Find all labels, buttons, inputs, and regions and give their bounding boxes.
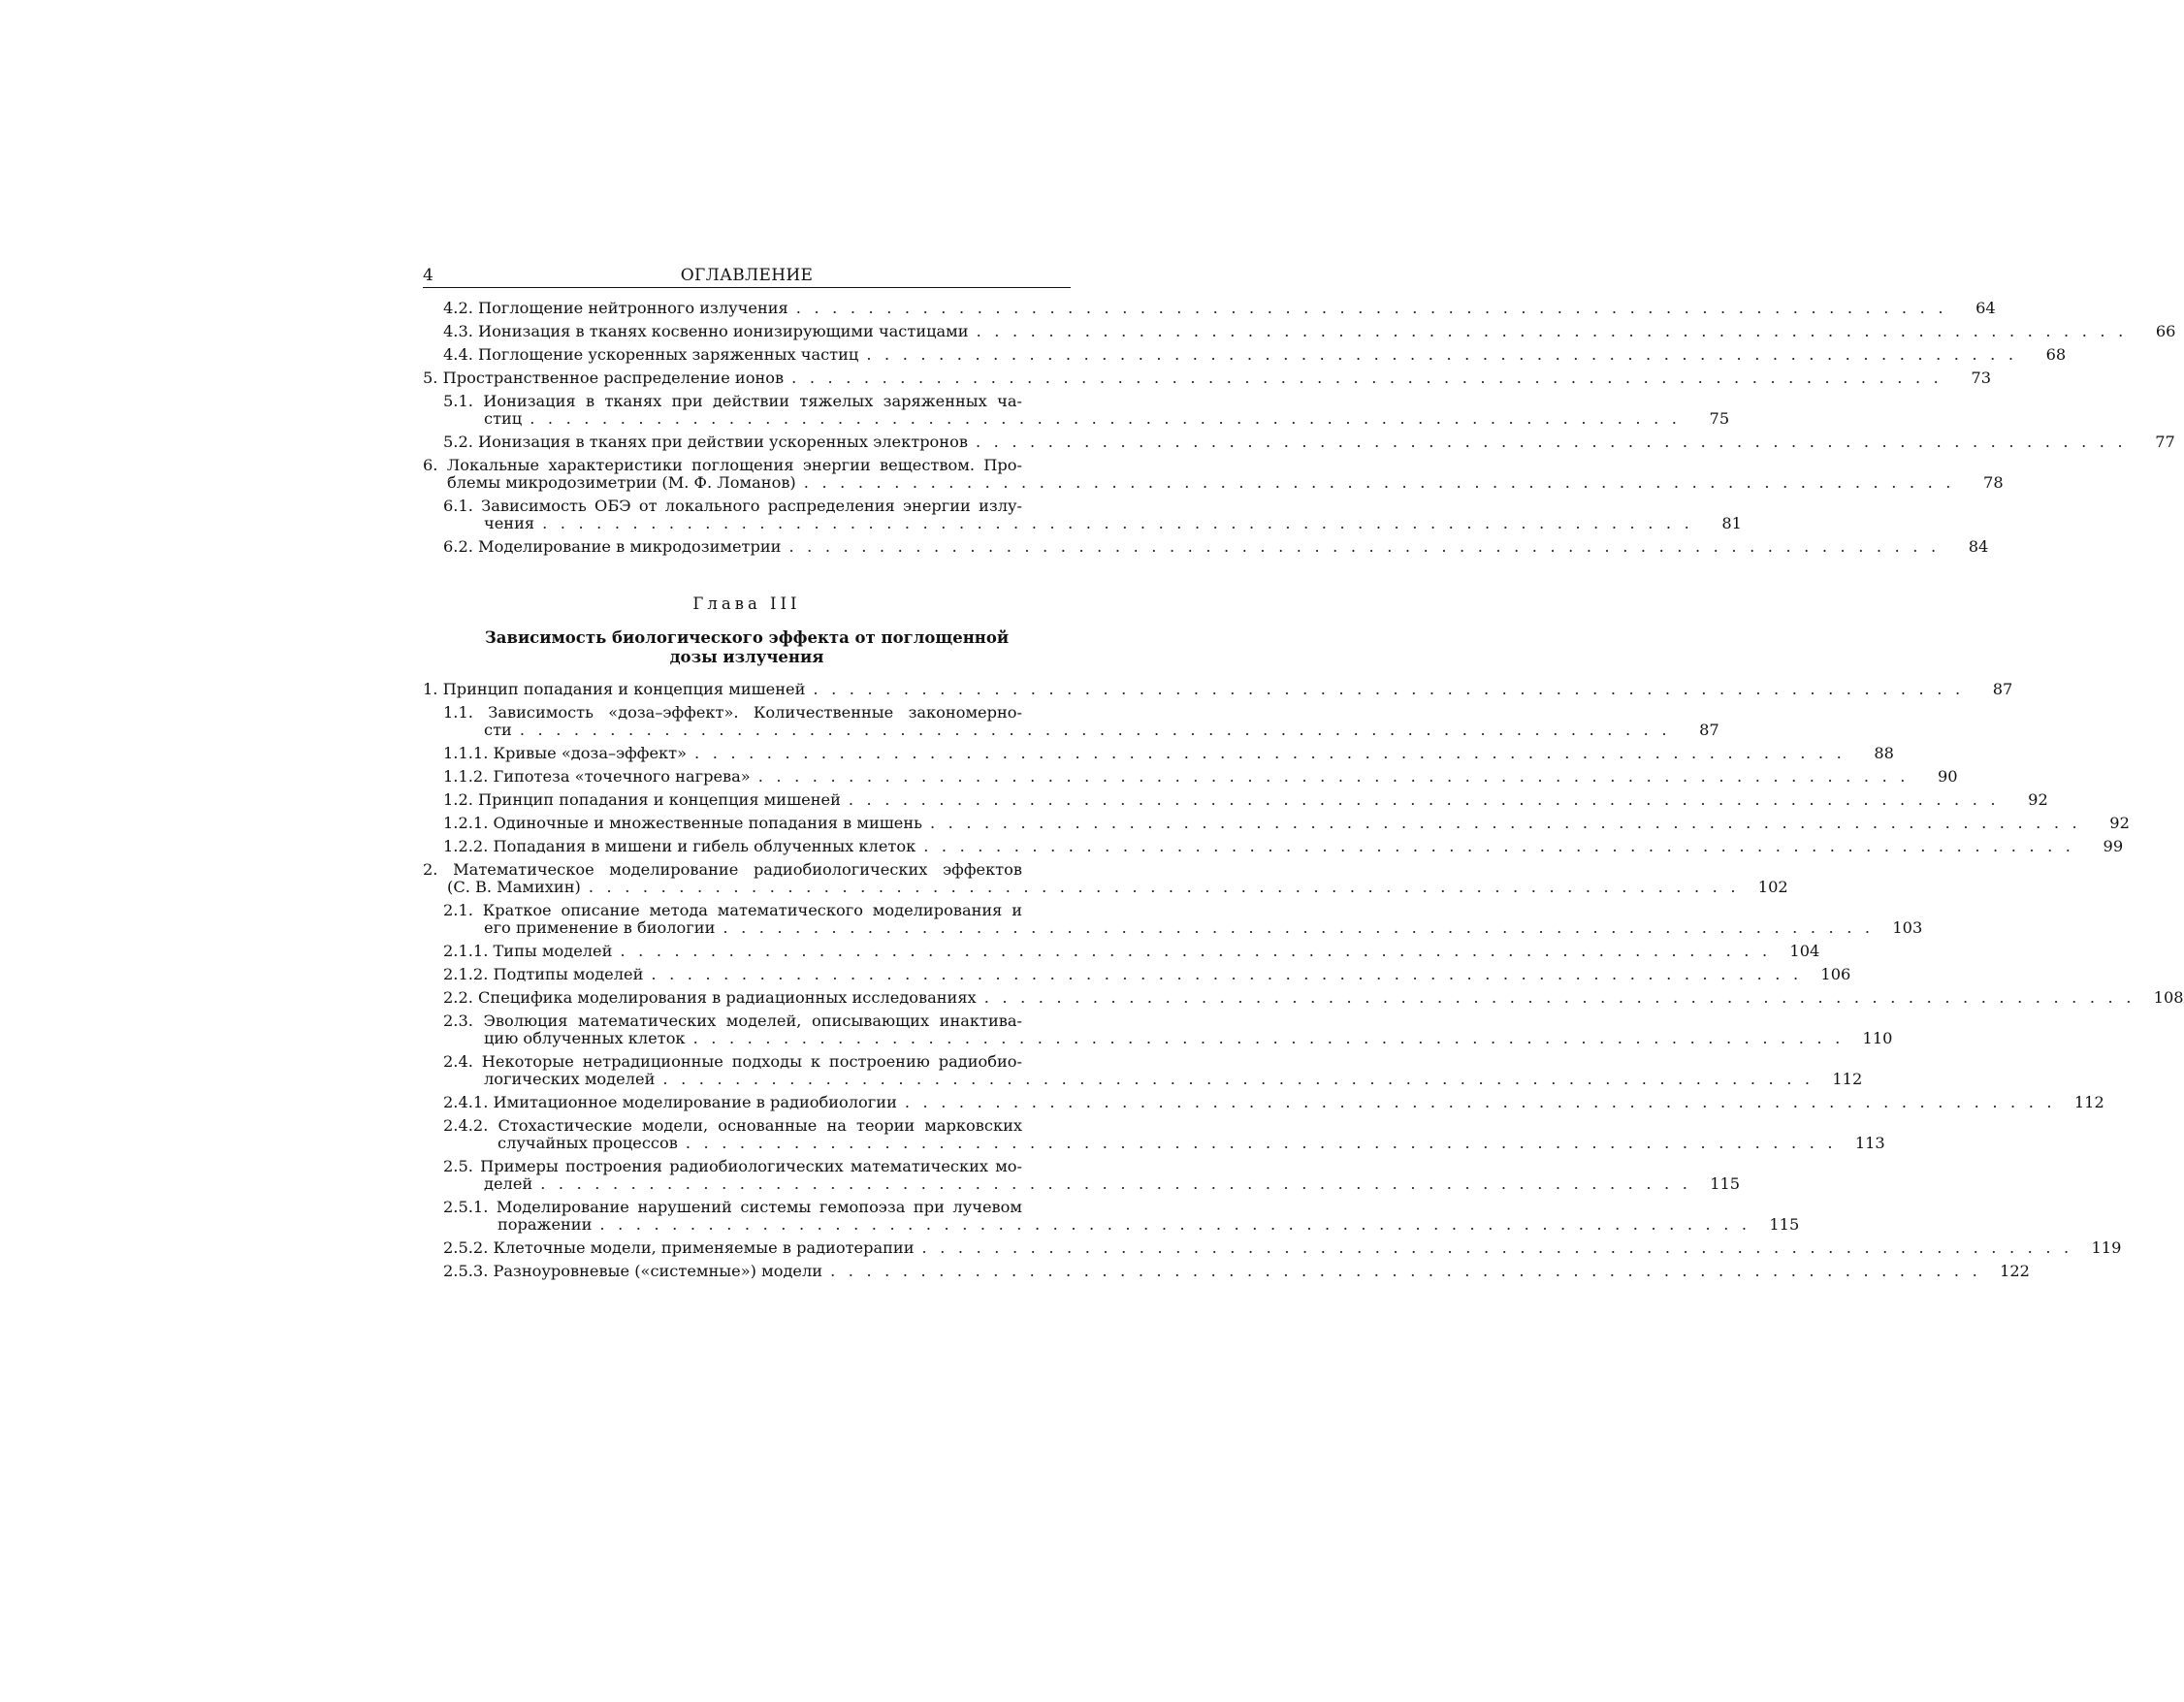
- toc-entry-page: 66: [2155, 322, 2176, 340]
- toc-entry-title: Подтипы моделей: [493, 965, 644, 983]
- toc-entry-number: 5.1.: [443, 392, 484, 410]
- dot-leader: . . . . . . . . . . . . . . . . . . . . . . . . . . . . . . . . . . . . . . . . . . . . . . . . . . . . . . . . . . . . . . . .: [540, 1174, 1692, 1193]
- dot-leader: . . . . . . . . . . . . . . . . . . . . . . . . . . . . . . . . . . . . . . . . . . . . . . . . . . . . . . . . . . . . . . . .: [685, 1134, 1837, 1152]
- toc-entry-page: 119: [2091, 1238, 2122, 1257]
- toc-entry-number: 2.5.2.: [443, 1238, 494, 1257]
- toc-entry-line: [423, 988, 2184, 1007]
- toc-entry-page: 87: [1992, 680, 2013, 698]
- toc-entry-title: Зависимость ОБЭ от локального распределения энергии излу-: [481, 497, 1022, 515]
- chapter-title: [423, 628, 1071, 667]
- toc-entry-page: 64: [1975, 299, 1996, 317]
- toc-entry-line: [423, 721, 1719, 739]
- dot-leader: . . . . . . . . . . . . . . . . . . . . . . . . . . . . . . . . . . . . . . . . . . . . . . . . . . . . . . . . . . . . . . . .: [692, 1029, 1845, 1047]
- toc-entry-line: [423, 369, 1992, 387]
- toc-entry: [423, 1157, 1741, 1193]
- toc-entry-title: чения: [484, 514, 535, 532]
- toc-entry: [423, 456, 2004, 492]
- toc-entry: [423, 965, 1851, 983]
- toc-entry-number: 6.: [423, 456, 447, 474]
- dot-leader: . . . . . . . . . . . . . . . . . . . . . . . . . . . . . . . . . . . . . . . . . . . . . . . . . . . . . . . . . . . . . . . .: [983, 988, 2136, 1007]
- toc-entry-line: [423, 345, 2067, 364]
- chapter-title-line-2: дозы излучения: [669, 648, 824, 666]
- toc-entry-page: 104: [1789, 942, 1820, 960]
- dot-leader: . . . . . . . . . . . . . . . . . . . . . . . . . . . . . . . . . . . . . . . . . . . . . . . . . . . . . . . . . . . . . . . .: [723, 918, 1875, 937]
- toc-entry-page: 92: [2109, 814, 2130, 832]
- toc-entry: [423, 537, 1989, 556]
- toc-entry: [423, 790, 2048, 809]
- toc-entry-page: 103: [1892, 918, 1923, 937]
- toc-entry-line: [423, 837, 2124, 855]
- dot-leader: . . . . . . . . . . . . . . . . . . . . . . . . . . . . . . . . . . . . . . . . . . . . . . . . . . . . . . . . . . . . . . . .: [975, 433, 2127, 451]
- toc-entry-page: 122: [2000, 1262, 2030, 1280]
- toc-entry-page: 77: [2155, 433, 2175, 451]
- toc-entry-number: 2.5.: [443, 1157, 481, 1175]
- dot-leader: . . . . . . . . . . . . . . . . . . . . . . . . . . . . . . . . . . . . . . . . . . . . . . . . . . . . . . . . . . . . . . . .: [866, 345, 2018, 364]
- toc-entry-title: Поглощение нейтронного излучения: [478, 299, 788, 317]
- toc-entry-title: поражении: [498, 1215, 593, 1234]
- toc-entry: [423, 1093, 2104, 1111]
- dot-leader: . . . . . . . . . . . . . . . . . . . . . . . . . . . . . . . . . . . . . . . . . . . . . . . . . . . . . . . . . . . . . . . .: [921, 1238, 2073, 1257]
- toc-entry-number: 5.2.: [443, 433, 479, 451]
- toc-entry-number: 1.2.: [443, 790, 479, 809]
- toc-entry: [423, 433, 2175, 451]
- toc-entry-title: цию облученных клеток: [484, 1029, 686, 1047]
- toc-entry-number: 1.1.2.: [443, 767, 494, 786]
- toc-entry: [423, 814, 2130, 832]
- toc-entry-line: [423, 409, 1730, 428]
- toc-entry-line: [423, 1093, 2104, 1111]
- dot-leader: . . . . . . . . . . . . . . . . . . . . . . . . . . . . . . . . . . . . . . . . . . . . . . . . . . . . . . . . . . . . . . . .: [651, 965, 1803, 983]
- toc-entry-line: [423, 1117, 1071, 1135]
- toc-entry-number: 6.1.: [443, 497, 482, 515]
- toc-entry: [423, 1116, 1885, 1152]
- chapter-title-line-1: Зависимость биологического эффекта от поглощенной: [484, 628, 1010, 647]
- toc-entry-line: [423, 1262, 2030, 1280]
- toc-entry-title: Типы моделей: [493, 942, 613, 960]
- toc-entry-line: [423, 942, 1820, 960]
- toc-entry: [423, 322, 2176, 340]
- toc-entry-title: Ионизация в тканях при действии тяжелых заряженных ча-: [483, 392, 1022, 410]
- toc-entry-title: Принцип попадания и концепция мишеней: [478, 790, 841, 809]
- document-page: [423, 260, 2184, 1280]
- dot-leader: . . . . . . . . . . . . . . . . . . . . . . . . . . . . . . . . . . . . . . . . . . . . . . . . . . . . . . . . . . . . . . . .: [588, 878, 1740, 896]
- toc-entry-title: Пространственное распределение ионов: [442, 369, 785, 387]
- toc-entry-title: Гипотеза «точечного нагрева»: [493, 767, 751, 786]
- toc-entry-number: 1.1.: [443, 703, 489, 722]
- toc-entry-page: 92: [2028, 790, 2048, 809]
- toc-entry-title: Поглощение ускоренных заряженных частиц: [478, 345, 859, 364]
- toc-entry-line: [423, 299, 1996, 317]
- toc-entry-page: 68: [2045, 345, 2067, 364]
- toc-entry-title: Краткое описание метода математического моделирования и: [482, 901, 1022, 919]
- toc-entry-title: Одиночные и множественные попадания в мишень: [493, 814, 922, 832]
- toc-entry-page: 75: [1709, 409, 1730, 428]
- toc-entry-title: Стохастические модели, основанные на теории марковских: [498, 1116, 1022, 1135]
- toc-entry-page: 108: [2153, 988, 2184, 1007]
- toc-entry-title: стиц: [484, 409, 523, 428]
- toc-entry-title: блемы микродозиметрии (М. Ф. Ломанов): [447, 473, 796, 492]
- toc-entry: [423, 1052, 1863, 1088]
- toc-entry-line: [423, 1134, 1885, 1152]
- toc-entry-page: 106: [1820, 965, 1851, 983]
- toc-entry-line: [423, 1012, 1071, 1030]
- toc-entry-line: [423, 918, 1923, 937]
- dot-leader: . . . . . . . . . . . . . . . . . . . . . . . . . . . . . . . . . . . . . . . . . . . . . . . . . . . . . . . . . . . . . . . .: [923, 837, 2075, 855]
- dot-leader: . . . . . . . . . . . . . . . . . . . . . . . . . . . . . . . . . . . . . . . . . . . . . . . . . . . . . . . . . . . . . . . .: [788, 537, 1941, 556]
- toc-entry-line: [423, 1199, 1071, 1216]
- toc-entry-line: [423, 861, 1071, 879]
- dot-leader: . . . . . . . . . . . . . . . . . . . . . . . . . . . . . . . . . . . . . . . . . . . . . . . . . . . . . . . . . . . . . . . .: [757, 767, 1910, 786]
- toc-entry: [423, 1262, 2030, 1280]
- toc-entry-title: Имитационное моделирование в радиобиологии: [493, 1093, 897, 1111]
- toc-entry-number: 1.1.1.: [443, 744, 494, 762]
- toc-entry-line: [423, 965, 1851, 983]
- toc-entry-title: Разноуровневые («системные») модели: [493, 1262, 823, 1280]
- toc-entry-line: [423, 902, 1071, 919]
- toc-entry-title: его применение в биологии: [484, 918, 716, 937]
- toc-entry-title: Локальные характеристики поглощения энергии веществом. Про-: [446, 456, 1022, 474]
- toc-section-continued: [423, 299, 2176, 556]
- toc-entry-number: 2.2.: [443, 988, 479, 1007]
- toc-entry-line: [423, 1070, 1863, 1088]
- toc-entry: [423, 767, 1958, 786]
- dot-leader: . . . . . . . . . . . . . . . . . . . . . . . . . . . . . . . . . . . . . . . . . . . . . . . . . . . . . . . . . . . . . . . .: [929, 814, 2081, 832]
- toc-entry-line: [423, 1215, 1800, 1234]
- page-number: 4: [423, 266, 434, 285]
- toc-entry-page: 112: [2073, 1093, 2104, 1111]
- toc-entry-number: 2.4.1.: [443, 1093, 494, 1111]
- toc-entry-line: [423, 1174, 1741, 1193]
- toc-entry-line: [423, 498, 1071, 515]
- dot-leader: . . . . . . . . . . . . . . . . . . . . . . . . . . . . . . . . . . . . . . . . . . . . . . . . . . . . . . . . . . . . . . . .: [795, 299, 1947, 317]
- toc-entry-title: логических моделей: [484, 1070, 656, 1088]
- toc-entry-line: [423, 1029, 1893, 1047]
- toc-section-chapter-3: [423, 680, 2184, 1280]
- toc-entry-line: [423, 1053, 1071, 1071]
- toc-entry-title: Зависимость «доза–эффект». Количественные закономерно-: [488, 703, 1022, 722]
- dot-leader: . . . . . . . . . . . . . . . . . . . . . . . . . . . . . . . . . . . . . . . . . . . . . . . . . . . . . . . . . . . . . . . .: [662, 1070, 1815, 1088]
- toc-entry: [423, 345, 2067, 364]
- toc-entry: [423, 680, 2013, 698]
- dot-leader: . . . . . . . . . . . . . . . . . . . . . . . . . . . . . . . . . . . . . . . . . . . . . . . . . . . . . . . . . . . . . . . .: [813, 680, 1965, 698]
- toc-entry-page: 90: [1938, 767, 1958, 786]
- toc-entry-page: 73: [1971, 369, 1992, 387]
- toc-entry: [423, 744, 1894, 762]
- dot-leader: . . . . . . . . . . . . . . . . . . . . . . . . . . . . . . . . . . . . . . . . . . . . . . . . . . . . . . . . . . . . . . . .: [599, 1215, 1751, 1234]
- toc-entry-page: 81: [1721, 514, 1742, 532]
- running-head: [423, 260, 1071, 288]
- toc-entry-title: Примеры построения радиобиологических математических мо-: [480, 1157, 1022, 1175]
- toc-entry-line: [423, 457, 1071, 474]
- dot-leader: . . . . . . . . . . . . . . . . . . . . . . . . . . . . . . . . . . . . . . . . . . . . . . . . . . . . . . . . . . . . . . . .: [542, 514, 1693, 532]
- toc-entry-title: Математическое моделирование радиобиологических эффектов: [453, 860, 1022, 879]
- dot-leader: . . . . . . . . . . . . . . . . . . . . . . . . . . . . . . . . . . . . . . . . . . . . . . . . . . . . . . . . . . . . . . . .: [904, 1093, 2056, 1111]
- toc-entry-line: [423, 322, 2176, 340]
- toc-entry-page: 84: [1968, 537, 1989, 556]
- toc-entry-number: 2.4.: [443, 1052, 482, 1071]
- toc-entry-number: 4.2.: [443, 299, 479, 317]
- toc-entry-line: [423, 878, 1788, 896]
- toc-entry-page: 115: [1769, 1215, 1800, 1234]
- dot-leader: . . . . . . . . . . . . . . . . . . . . . . . . . . . . . . . . . . . . . . . . . . . . . . . . . . . . . . . . . . . . . . . .: [803, 473, 1955, 492]
- toc-entry-title: Принцип попадания и концепция мишеней: [442, 680, 806, 698]
- toc-entry-title: Моделирование в микродозиметрии: [478, 537, 782, 556]
- toc-entry-number: 2.3.: [443, 1012, 484, 1030]
- toc-entry: [423, 901, 1923, 937]
- toc-entry-number: 4.3.: [443, 322, 479, 340]
- toc-entry-line: [423, 1158, 1071, 1175]
- toc-entry-title: Некоторые нетрадиционные подходы к построению радиобио-: [481, 1052, 1022, 1071]
- dot-leader: . . . . . . . . . . . . . . . . . . . . . . . . . . . . . . . . . . . . . . . . . . . . . . . . . . . . . . . . . . . . . . . .: [694, 744, 1846, 762]
- toc-entry-line: [423, 537, 1989, 556]
- dot-leader: . . . . . . . . . . . . . . . . . . . . . . . . . . . . . . . . . . . . . . . . . . . . . . . . . . . . . . . . . . . . . . . .: [976, 322, 2128, 340]
- toc-entry-title: Ионизация в тканях при действии ускоренных электронов: [478, 433, 968, 451]
- toc-entry-title: сти: [484, 721, 512, 739]
- dot-leader: . . . . . . . . . . . . . . . . . . . . . . . . . . . . . . . . . . . . . . . . . . . . . . . . . . . . . . . . . . . . . . . .: [848, 790, 2000, 809]
- toc-entry-page: 88: [1874, 744, 1894, 762]
- toc-entry-number: 2.: [423, 860, 454, 879]
- toc-entry-page: 102: [1757, 878, 1788, 896]
- toc-entry-line: [423, 393, 1071, 410]
- toc-entry-number: 2.5.1.: [443, 1198, 497, 1216]
- toc-entry-line: [423, 814, 2130, 832]
- dot-leader: . . . . . . . . . . . . . . . . . . . . . . . . . . . . . . . . . . . . . . . . . . . . . . . . . . . . . . . . . . . . . . . .: [519, 721, 1671, 739]
- toc-entry: [423, 497, 1742, 532]
- toc-entry-line: [423, 767, 1958, 786]
- toc-entry-title: Эволюция математических моделей, описывающих инактива-: [483, 1012, 1022, 1030]
- toc-entry: [423, 860, 1788, 896]
- toc-entry-number: 2.1.: [443, 901, 483, 919]
- toc-entry-title: Специфика моделирования в радиационных исследованиях: [478, 988, 977, 1007]
- toc-entry-title: Моделирование нарушений системы гемопоэза при лучевом: [496, 1198, 1022, 1216]
- toc-entry-line: [423, 1238, 2122, 1257]
- toc-entry-line: [423, 790, 2048, 809]
- toc-entry-title: случайных процессов: [498, 1134, 678, 1152]
- toc-entry: [423, 837, 2124, 855]
- toc-entry-page: 113: [1854, 1134, 1885, 1152]
- toc-entry-page: 112: [1832, 1070, 1863, 1088]
- toc-entry: [423, 1012, 1893, 1047]
- toc-entry-title: Попадания в мишени и гибель облученных клеток: [493, 837, 916, 855]
- toc-entry-title: (С. В. Мамихин): [447, 878, 581, 896]
- toc-entry-number: 1.2.1.: [443, 814, 494, 832]
- toc-entry-page: 115: [1710, 1174, 1741, 1193]
- toc-entry-number: 1.2.2.: [443, 837, 494, 855]
- toc-entry-number: 6.2.: [443, 537, 479, 556]
- dot-leader: . . . . . . . . . . . . . . . . . . . . . . . . . . . . . . . . . . . . . . . . . . . . . . . . . . . . . . . . . . . . . . . .: [620, 942, 1772, 960]
- toc-entry-number: 2.5.3.: [443, 1262, 494, 1280]
- toc-entry: [423, 1198, 1800, 1234]
- toc-entry-line: [423, 433, 2175, 451]
- toc-entry-line: [423, 744, 1894, 762]
- chapter-label: Глава III: [692, 594, 801, 613]
- toc-entry-title: Клеточные модели, применяемые в радиотерапии: [493, 1238, 915, 1257]
- toc-entry: [423, 369, 1992, 387]
- toc-entry-number: 1.: [423, 680, 443, 698]
- toc-entry-title: Ионизация в тканях косвенно ионизирующими частицами: [478, 322, 969, 340]
- toc-entry-line: [423, 514, 1742, 532]
- toc-entry-line: [423, 680, 2013, 698]
- toc-entry-line: [423, 473, 2004, 492]
- toc-entry: [423, 392, 1730, 428]
- running-title: ОГЛАВЛЕНИЕ: [680, 266, 814, 285]
- dot-leader: . . . . . . . . . . . . . . . . . . . . . . . . . . . . . . . . . . . . . . . . . . . . . . . . . . . . . . . . . . . . . . . .: [830, 1262, 1981, 1280]
- toc-entry-number: 4.4.: [443, 345, 479, 364]
- toc-entry-number: 2.1.2.: [443, 965, 494, 983]
- toc-entry-line: [423, 704, 1071, 722]
- toc-entry: [423, 988, 2184, 1007]
- toc-entry: [423, 703, 1719, 739]
- toc-entry: [423, 942, 1820, 960]
- toc-entry-title: Кривые «доза–эффект»: [493, 744, 688, 762]
- toc-entry-page: 99: [2103, 837, 2124, 855]
- toc-entry-number: 2.1.1.: [443, 942, 494, 960]
- dot-leader: . . . . . . . . . . . . . . . . . . . . . . . . . . . . . . . . . . . . . . . . . . . . . . . . . . . . . . . . . . . . . . . .: [791, 369, 1943, 387]
- toc-entry-page: 78: [1983, 473, 2004, 492]
- toc-entry-page: 110: [1862, 1029, 1893, 1047]
- toc-entry-page: 87: [1699, 721, 1719, 739]
- toc-entry: [423, 1238, 2122, 1257]
- toc-entry-number: 5.: [423, 369, 443, 387]
- dot-leader: . . . . . . . . . . . . . . . . . . . . . . . . . . . . . . . . . . . . . . . . . . . . . . . . . . . . . . . . . . . . . . . .: [530, 409, 1682, 428]
- toc-entry: [423, 299, 1996, 317]
- toc-entry-number: 2.4.2.: [443, 1116, 498, 1135]
- toc-entry-title: делей: [484, 1174, 533, 1193]
